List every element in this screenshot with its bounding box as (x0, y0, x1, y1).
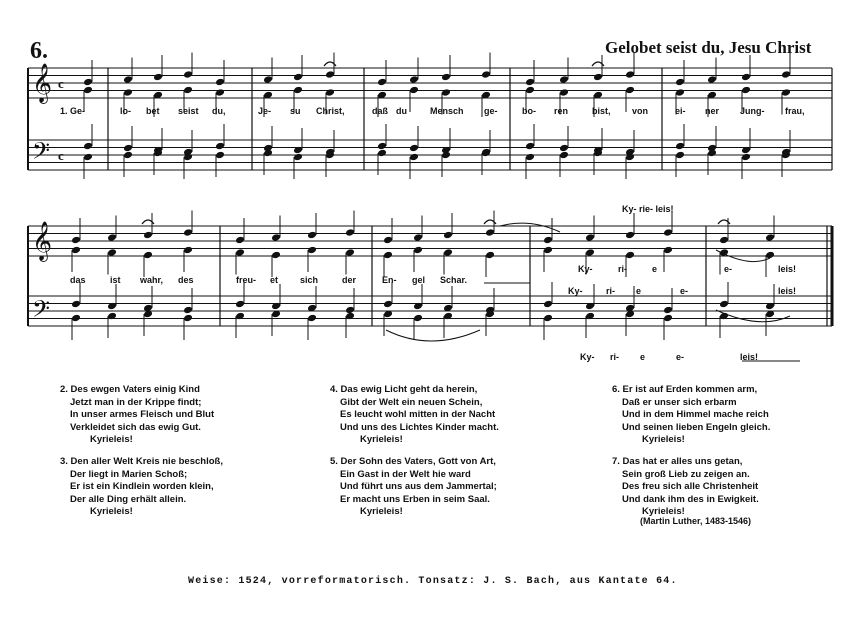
lyric: lo- (120, 106, 131, 116)
note-head (525, 86, 535, 95)
note-head (675, 88, 685, 97)
treble-clef-icon: 𝄞 (32, 221, 53, 261)
note-head (663, 228, 673, 237)
note-head (663, 306, 673, 315)
note-head (413, 314, 423, 323)
alto-kyrie: Ky- (578, 264, 593, 274)
verse-line: 3. Den aller Welt Kreis nie beschloß, (60, 456, 223, 467)
note-head (525, 142, 535, 151)
note-head (307, 246, 317, 255)
lyric: ge- (484, 106, 498, 116)
note-head (215, 151, 225, 160)
tenor-kyrie: e (636, 286, 642, 296)
note-head (83, 153, 93, 162)
lyric: frau, (785, 106, 805, 116)
note-head (409, 75, 419, 84)
slur (386, 330, 480, 341)
lyric: des (178, 275, 194, 285)
note-head (663, 314, 673, 323)
lyric: Christ, (316, 106, 345, 116)
lyric: et (270, 275, 279, 285)
hymn-title: Gelobet seist du, Jesu Christ (605, 38, 812, 57)
lyric: ren (554, 106, 569, 116)
lyric: du (396, 106, 407, 116)
verse-line: Und dank ihm des in Ewigkeit. (622, 493, 759, 505)
treble-clef-icon: 𝄞 (32, 63, 53, 103)
note-head (675, 142, 685, 151)
note-head (377, 78, 387, 87)
note-head (123, 88, 133, 97)
note-head (625, 86, 635, 95)
note-head (183, 246, 193, 255)
system2-lyrics (70, 204, 796, 362)
bass-kyrie: leis! (740, 352, 759, 362)
verse-5 (330, 456, 497, 519)
note-head (83, 78, 93, 87)
lyric: du, (212, 106, 226, 116)
note-head (559, 144, 569, 153)
note-head (441, 88, 451, 97)
note-head (765, 233, 775, 242)
tenor-kyrie: Ky- (568, 286, 583, 296)
verse-line: Sein groß Lieb zu zeigen an. (622, 468, 750, 480)
lyric: ist (110, 275, 121, 285)
note-head (153, 73, 163, 82)
note-head (383, 300, 393, 309)
note-head (741, 86, 751, 95)
lyric: daß (372, 106, 389, 116)
lyric: von (632, 106, 649, 116)
note-head (413, 233, 423, 242)
note-head (719, 300, 729, 309)
note-head (71, 300, 81, 309)
bass-kyrie: e- (676, 352, 685, 362)
lyric: freu- (236, 275, 256, 285)
note-head (293, 73, 303, 82)
note-head (143, 251, 153, 260)
verse-line: Kyrieleis! (642, 434, 685, 446)
note-head (235, 236, 245, 245)
lyric: ei- (675, 106, 686, 116)
verse-2 (60, 384, 214, 447)
hymn-number: 6. (30, 38, 48, 64)
tenor-kyrie: ri- (606, 286, 615, 296)
note-head (593, 73, 603, 82)
tenor-kyrie: leis! (778, 286, 797, 296)
note-head (293, 86, 303, 95)
note-head (443, 231, 453, 240)
note-head (675, 151, 685, 160)
note-head (719, 236, 729, 245)
note-head (485, 251, 495, 260)
lyric: 1. Ge- (60, 106, 86, 116)
note-head (377, 142, 387, 151)
note-head (559, 151, 569, 160)
note-head (183, 228, 193, 237)
verse-line: Es leucht wohl mitten in der Nacht (340, 409, 496, 421)
verse-line: Er ist ein Kindlein worden klein, (70, 481, 214, 493)
verse-line: Gibt der Welt ein neuen Schein, (340, 396, 483, 408)
note-head (413, 246, 423, 255)
verse-line: 7. Das hat er alles uns getan, (612, 456, 743, 467)
note-head (307, 231, 317, 240)
note-head (345, 228, 355, 237)
note-head (83, 142, 93, 151)
lyric: Schar. (440, 275, 468, 285)
note-head (625, 251, 635, 260)
note-head (345, 248, 355, 257)
note-head (409, 144, 419, 153)
note-head (625, 70, 635, 79)
verse-4 (330, 384, 499, 447)
note-head (781, 70, 791, 79)
time-signature: c (58, 76, 64, 91)
note-head (383, 236, 393, 245)
note-head (675, 78, 685, 87)
verse-3 (60, 456, 223, 519)
verse-line: Und in dem Himmel mache reich (622, 409, 769, 421)
note-head (441, 73, 451, 82)
alto-kyrie: e (652, 264, 658, 274)
bass-kyrie: e (640, 352, 646, 362)
note-head (325, 88, 335, 97)
note-head (585, 248, 595, 257)
note-head (585, 233, 595, 242)
kyrie-top: Ky- rie- leis! (622, 204, 674, 214)
lyric: seist (178, 106, 199, 116)
lyric: bist, (592, 106, 611, 116)
note-head (271, 233, 281, 242)
note-head (485, 228, 495, 237)
verse-line: Und seinen lieben Engeln gleich. (622, 421, 771, 433)
note-head (107, 248, 117, 257)
note-head (183, 314, 193, 323)
note-head (543, 314, 553, 323)
footer-credit: Weise: 1524, vorreformatorisch. Tonsatz: J. S. Bach, aus Kantate 64. (188, 576, 678, 587)
note-head (215, 78, 225, 87)
note-head (559, 75, 569, 84)
verse-line: 4. Das ewig Licht geht da herein, (330, 384, 478, 395)
note-head (741, 153, 751, 162)
verse-line: In unser armes Fleisch und Blut (70, 409, 215, 421)
note-head (263, 75, 273, 84)
lyric: ner (705, 106, 720, 116)
tenor-kyrie: e- (680, 286, 689, 296)
verse-line: Ein Gast in der Welt hie ward (340, 468, 471, 480)
note-head (383, 251, 393, 260)
lyric: das (70, 275, 86, 285)
note-head (625, 231, 635, 240)
note-head (543, 236, 553, 245)
lyric: Mensch (430, 106, 464, 116)
lyric: En- (382, 275, 397, 285)
verse-line: Daß er unser sich erbarm (622, 396, 737, 408)
note-head (525, 78, 535, 87)
bass-kyrie: Ky- (580, 352, 595, 362)
note-head (707, 75, 717, 84)
lyric: gel (412, 275, 426, 285)
verse-line: Jetzt man in der Krippe findt; (70, 396, 202, 408)
note-head (307, 314, 317, 323)
verse-line: Er macht uns Erben in seim Saal. (340, 493, 490, 505)
bass-kyrie: ri- (610, 352, 619, 362)
note-head (409, 86, 419, 95)
lyric: bo- (522, 106, 536, 116)
note-head (741, 73, 751, 82)
note-head (525, 153, 535, 162)
bass-clef-icon: 𝄢 (32, 137, 51, 170)
note-head (143, 231, 153, 240)
note-head (83, 86, 93, 95)
note-head (325, 70, 335, 79)
note-head (781, 88, 791, 97)
alto-kyrie: e- (724, 264, 733, 274)
note-head (123, 144, 133, 153)
lyric: su (290, 106, 301, 116)
verse-line: Der liegt in Marien Schoß; (70, 468, 188, 480)
bass-clef-icon: 𝄢 (32, 295, 51, 328)
verse-line: Kyrieleis! (360, 434, 403, 446)
verse-line: 2. Des ewgen Vaters einig Kind (60, 384, 200, 395)
lyric: sich (300, 275, 319, 285)
verse-line: Des freu sich alle Christenheit (622, 481, 759, 493)
note-head (443, 248, 453, 257)
verse-6 (612, 384, 770, 447)
note-head (559, 88, 569, 97)
alto-kyrie: leis! (778, 264, 797, 274)
system1-lyrics (60, 106, 805, 116)
note-head (293, 153, 303, 162)
lyric: Je- (258, 106, 272, 116)
note-head (123, 151, 133, 160)
note-head (71, 246, 81, 255)
verse-line: 6. Er ist auf Erden kommen arm, (612, 384, 758, 395)
note-head (765, 251, 775, 260)
note-head (663, 246, 673, 255)
lyric: Jung- (740, 106, 765, 116)
verse-line: 5. Der Sohn des Vaters, Gott von Art, (330, 456, 496, 467)
lyric: der (342, 275, 357, 285)
verse-line: Der alle Ding erhält allein. (70, 493, 187, 505)
verse-line: Verkleidet sich das ewig Gut. (70, 421, 201, 433)
note-head (543, 246, 553, 255)
note-head (183, 70, 193, 79)
note-head (183, 86, 193, 95)
staff-lines (28, 63, 832, 328)
note-head (235, 248, 245, 257)
note-head (215, 142, 225, 151)
alto-kyrie: ri- (618, 264, 627, 274)
note-head (107, 233, 117, 242)
lyric: bet (146, 106, 160, 116)
verse-line: Und uns des Lichtes Kinder macht. (340, 421, 499, 433)
notes (71, 53, 800, 362)
author-credit: (Martin Luther, 1483-1546) (640, 516, 752, 526)
note-head (409, 153, 419, 162)
note-head (71, 236, 81, 245)
verse-line: Kyrieleis! (90, 434, 133, 446)
lyric: wahr, (140, 275, 164, 285)
note-head (215, 88, 225, 97)
note-head (123, 75, 133, 84)
verse-line: Und führt uns aus dem Jammertal; (340, 481, 497, 493)
verse-line: Kyrieleis! (90, 506, 133, 518)
note-head (377, 149, 387, 158)
note-head (71, 314, 81, 323)
verse-line: Kyrieleis! (642, 506, 685, 518)
note-head (543, 300, 553, 309)
note-head (481, 70, 491, 79)
verse-line: Kyrieleis! (360, 506, 403, 518)
note-head (271, 251, 281, 260)
time-signature: c (58, 148, 64, 163)
note-head (183, 306, 193, 315)
verse-7 (612, 456, 759, 519)
note-head (235, 300, 245, 309)
